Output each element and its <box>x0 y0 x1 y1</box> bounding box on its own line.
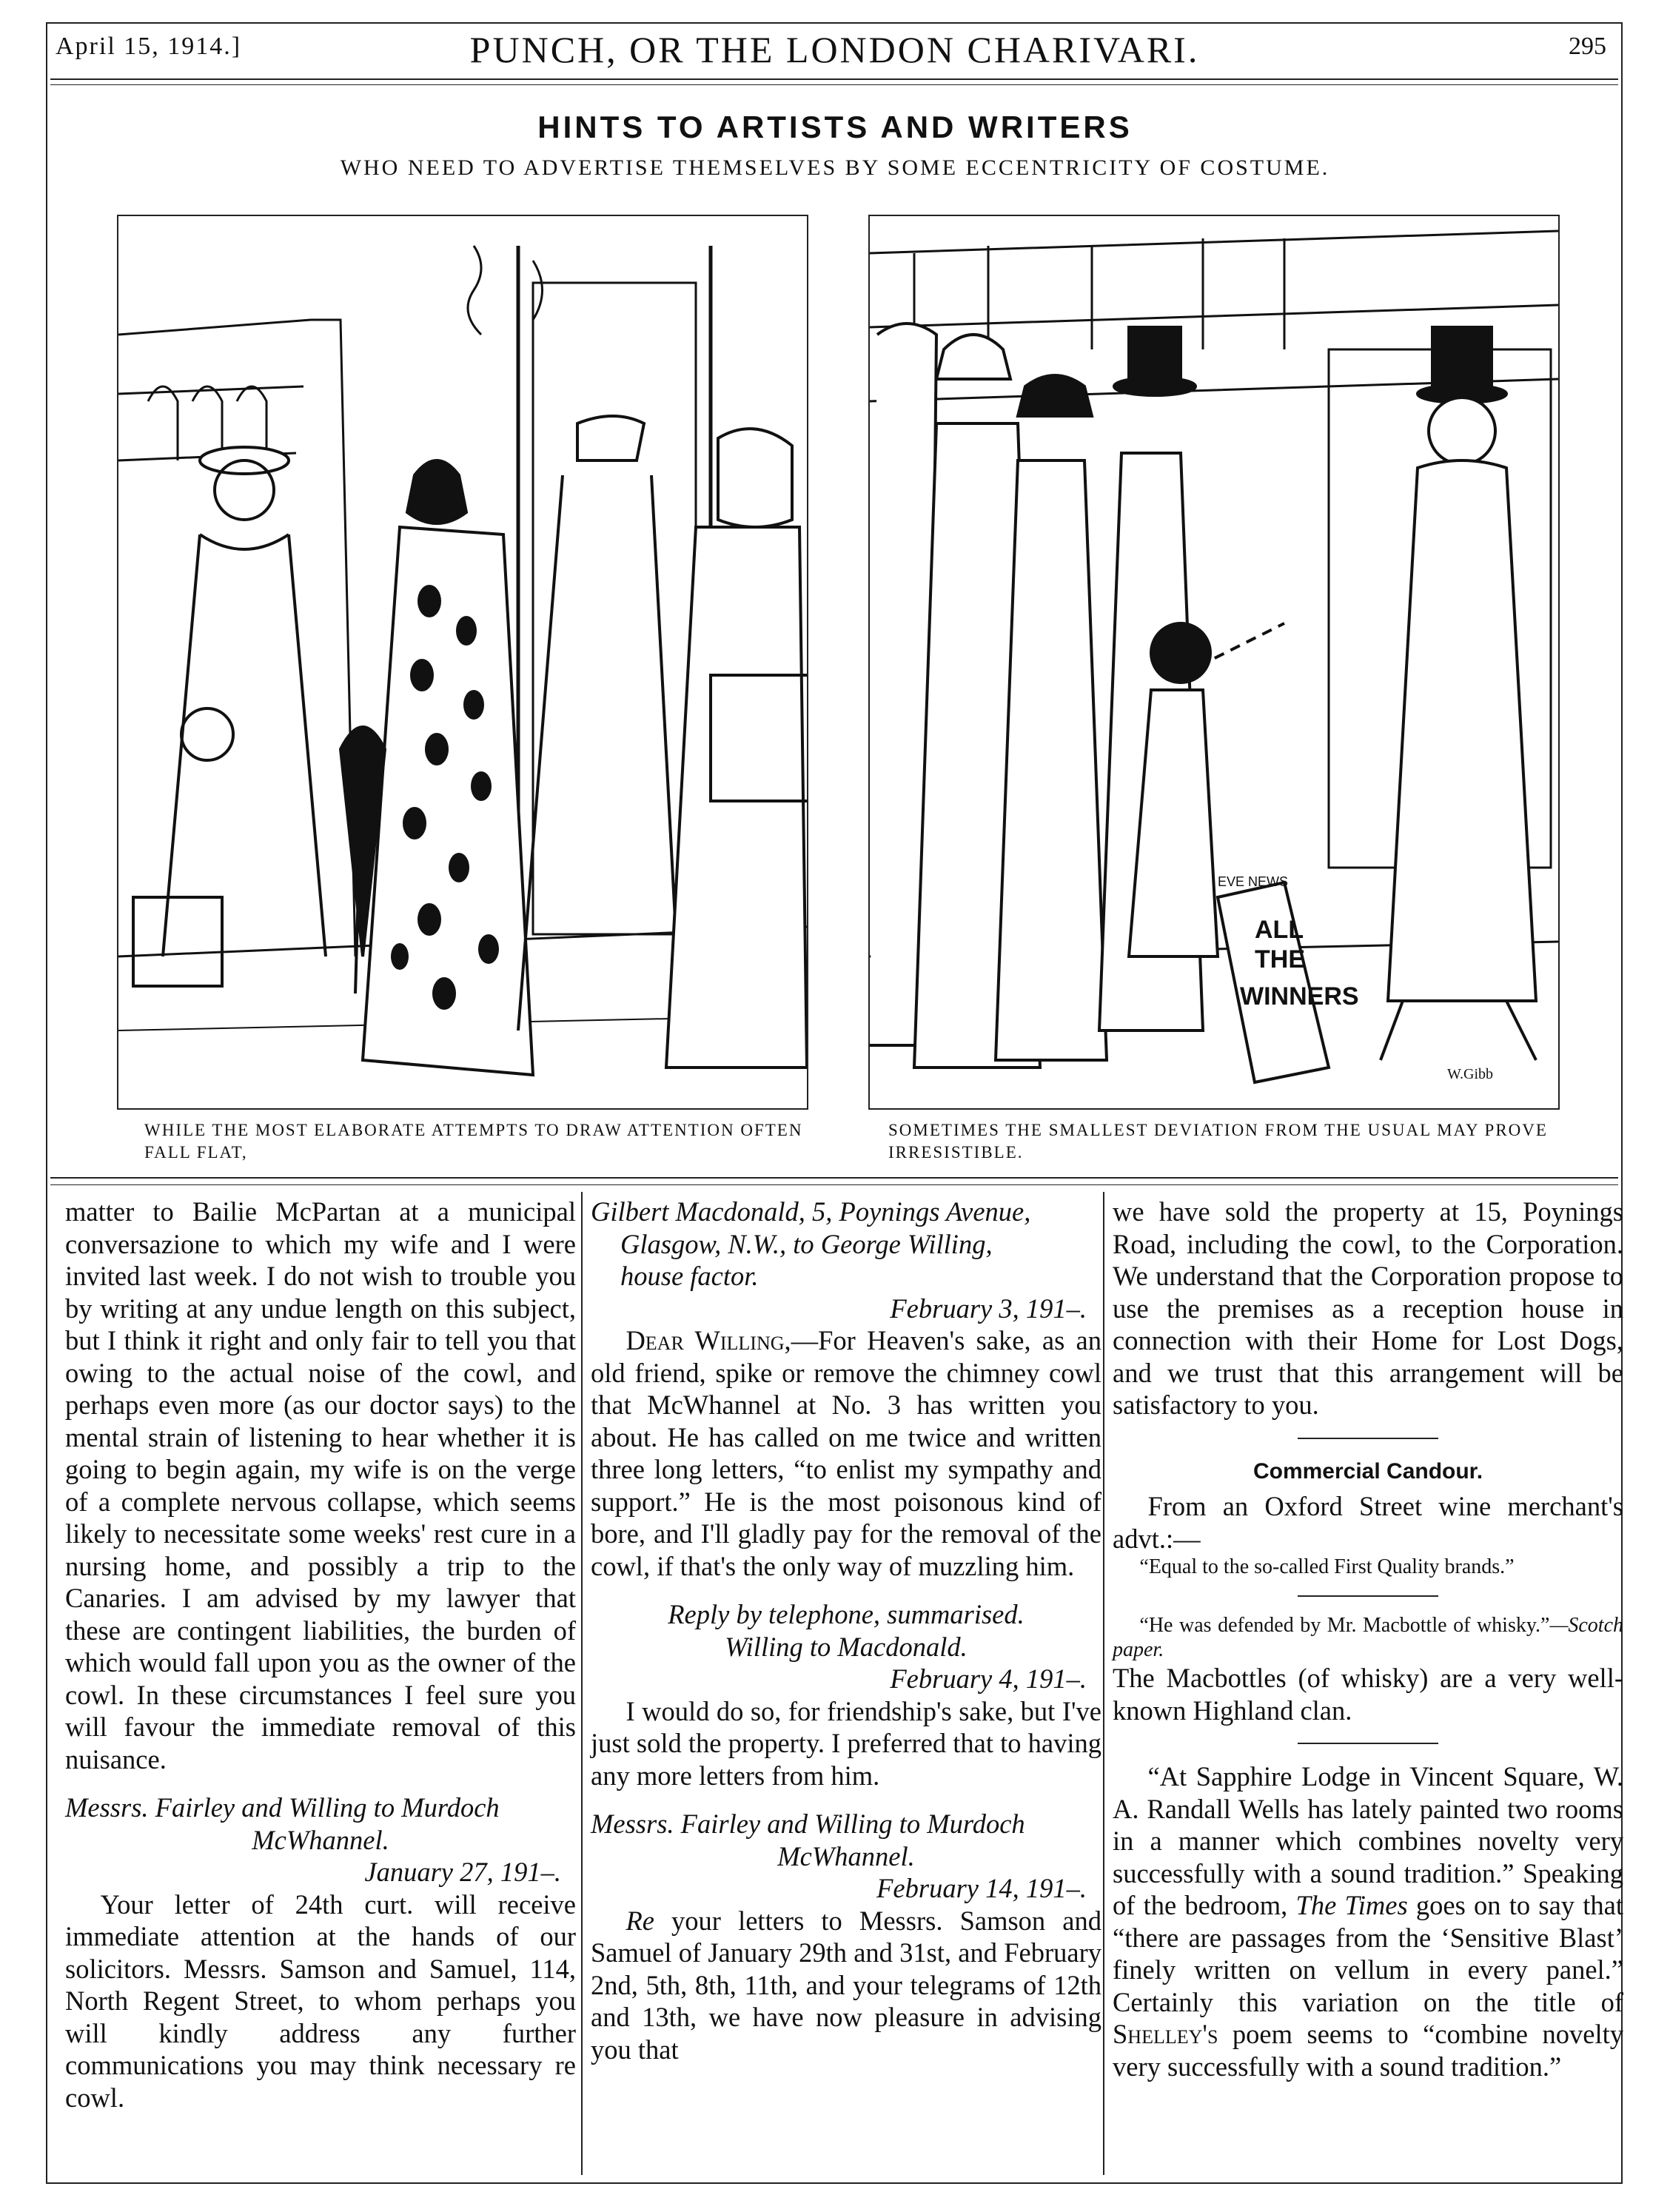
col2-reply-line-2: Willing to Macdonald. <box>725 1631 968 1662</box>
cartoon-right <box>868 215 1560 1110</box>
col1-address-line-1: Messrs. Fairley and Willing to Murdoch <box>65 1792 500 1823</box>
column-divider-1 <box>581 1192 583 2175</box>
issue-date: April 15, 1914.] <box>56 33 242 60</box>
col2-date-1: February 3, 191–. <box>890 1293 1087 1324</box>
col2-date-2: February 4, 191–. <box>890 1663 1087 1694</box>
cartoon-left <box>117 215 808 1110</box>
col1-paragraph-1: matter to Bailie McPartan at a municipal conversazione to which my wife and I were invited last week. I do not wish to trouble you by writing at any undue length on this subject, but I think it right and only fair to tell you that owing to the actual noise of the cowl, and perhaps even more (as our doctor says) to the mental strain of listening to hear whether it is going to begin again, my wife is on the verge of a complete nervous collapse, which seems likely to necessitate some weeks' rest cure in a nursing home, and possibly a trip to the Canaries. I am advised by my lawyer that these are contingent liabilities, the burden of which would fall upon you as the owner of the cowl. In these circumstances I feel sure you will favour the immediate removal of this nuisance. <box>65 1196 576 1774</box>
col3-shelley: Shelley's <box>1113 2019 1218 2049</box>
col2-address-line-3: house factor. <box>620 1261 759 1291</box>
col3-paragraph-2: From an Oxford Street wine merchant's advt.:— <box>1113 1491 1623 1554</box>
col2-paragraph-3: your letters to Messrs. Samson and Samuel of January 29th and 31st, and February 2nd, 5th, 8th, 11th, and your telegrams of 12th and 13th, we have now pleasure in advising you that <box>591 1905 1101 2065</box>
placard-line-2: THE <box>1255 945 1305 973</box>
col3-heading: Commercial Candour. <box>1252 1458 1483 1484</box>
article-subtitle: WHO NEED TO ADVERTISE THEMSELVES BY SOME ECCENTRICITY OF COSTUME. <box>340 155 1330 180</box>
column-2 <box>591 1196 1101 2065</box>
col2-date-3: February 14, 191–. <box>876 1873 1087 1903</box>
cartoon-rule <box>50 1177 1618 1179</box>
col2-re: Re <box>626 1905 654 1936</box>
col3-quote-2: “He was defended by Mr. Macbottle of whisky.” <box>1139 1614 1550 1637</box>
placard-line-1: ALL <box>1255 916 1304 944</box>
col1-address-line-2: McWhannel. <box>252 1824 389 1855</box>
caption-right: SOMETIMES THE SMALLEST DEVIATION FROM THE USUAL MAY PROVE IRRESISTIBLE. <box>888 1121 1548 1162</box>
col3-separator-3 <box>1298 1743 1438 1744</box>
col2-address-line-1: Gilbert Macdonald, 5, Poynings Avenue, <box>591 1196 1031 1227</box>
col3-paragraph-1: we have sold the property at 15, Poynings Road, including the cowl, to the Corporation. We understand that the Corporation propose to use the premises as a reception house in connection with their Home for Lost Dogs, and we trust that this arrangement will be satisfactory to you. <box>1113 1196 1623 1420</box>
column-1 <box>65 1196 576 2114</box>
col2-salutation: Dear Willing, <box>626 1325 791 1355</box>
col2-reply-line-1: Reply by telephone, summarised. <box>668 1599 1025 1629</box>
header-rule <box>50 78 1618 80</box>
page-header <box>56 28 1614 74</box>
col2-address-line-2: Glasgow, N.W., to George Willing, <box>620 1228 993 1259</box>
cartoon-right-illustration <box>870 216 1558 1108</box>
col2-address-line-5: McWhannel. <box>777 1840 915 1871</box>
col3-separator-2 <box>1298 1595 1438 1597</box>
page-number: 295 <box>1569 33 1606 60</box>
col3-separator-1 <box>1298 1438 1438 1439</box>
col3-quote-1: “Equal to the so-called First Quality brands.” <box>1139 1555 1515 1578</box>
col3-paragraph-4c: poem seems to “combine novelty very successfully with a sound tradition.” <box>1113 2019 1623 2082</box>
col3-times: The Times <box>1295 1890 1408 1920</box>
placard-line-3: WINNERS <box>1240 982 1359 1011</box>
col3-source: —Scotch paper. <box>1113 1614 1623 1661</box>
col2-address-line-4: Messrs. Fairley and Willing to Murdoch <box>591 1809 1025 1839</box>
header-rule-thin <box>50 84 1618 85</box>
cartoon-left-illustration <box>118 216 807 1108</box>
masthead: PUNCH, OR THE LONDON CHARIVARI. <box>469 29 1200 70</box>
column-divider-2 <box>1103 1192 1104 2175</box>
col1-date: January 27, 191–. <box>364 1857 561 1887</box>
paper-label: EVE NEWS <box>1218 874 1289 889</box>
column-3 <box>1113 1196 1623 2082</box>
col3-paragraph-4b: goes on to say that “there are passages from the ‘Sensitive Blast’ finely written on vellum in every panel.” Certainly this variation on the title of <box>1113 1890 1623 2017</box>
col2-paragraph-2: I would do so, for friendship's sake, but I've just sold the property. I preferred that to having any more letters from him. <box>591 1695 1101 1791</box>
col3-paragraph-4a: “At Sapphire Lodge in Vincent Square, W. A. Randall Wells has lately painted two rooms in a manner which combines novelty very successfully with a sound tradition.” Speaking of the bedroom, <box>1113 1761 1623 1920</box>
caption-left: WHILE THE MOST ELABORATE ATTEMPTS TO DRAW ATTENTION OFTEN FALL FLAT, <box>144 1121 803 1162</box>
col3-paragraph-3: The Macbottles (of whisky) are a very well-known Highland clan. <box>1113 1663 1623 1726</box>
col2-paragraph-1: —For Heaven's sake, as an old friend, spike or remove the chimney cowl that McWhannel at No. 3 has written you about. He has called on me twice and written three long letters, “to enlist my sympathy and support.” He is the most poisonous kind of bore, and I'll gladly pay for the removal of the cowl, if that's the only way of muzzling him. <box>591 1325 1101 1581</box>
artist-signature: W.Gibb <box>1447 1066 1494 1082</box>
article-title: HINTS TO ARTISTS AND WRITERS <box>537 110 1133 144</box>
col1-paragraph-2: Your letter of 24th curt. will receive immediate attention at the hands of our solicitors. Messrs. Samson and Samuel, 114, North Regent Street, to whom perhaps you will kindly address any further communications you may think necessary re cowl. <box>65 1888 576 2113</box>
cartoon-rule-thin <box>50 1184 1618 1185</box>
